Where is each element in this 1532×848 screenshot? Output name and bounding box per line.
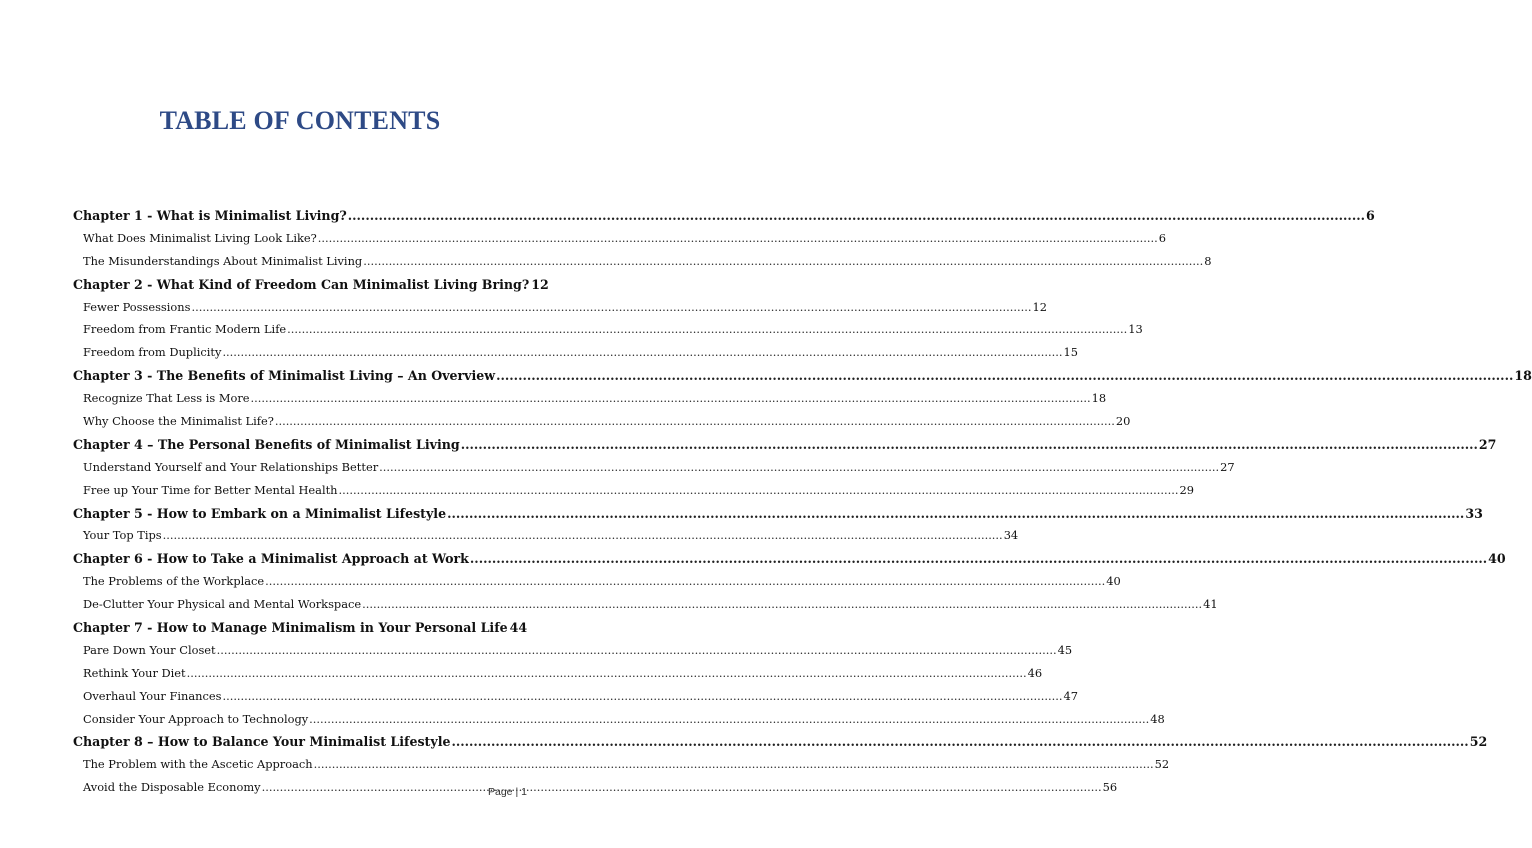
- toc-entry-title: Freedom from Duplicity: [83, 345, 222, 360]
- table-of-contents: [73, 208, 1532, 803]
- footer-separator: |: [515, 786, 519, 798]
- toc-section-entry[interactable]: [73, 414, 1131, 437]
- toc-entry-page-number: 18: [1514, 368, 1532, 384]
- toc-entry-page-number: 12: [1032, 299, 1047, 314]
- toc-section-entry[interactable]: [73, 757, 1170, 780]
- toc-section-entry[interactable]: [73, 780, 1118, 803]
- toc-section-entry[interactable]: [73, 253, 1212, 277]
- toc-entry-page-number: 47: [1063, 688, 1078, 703]
- toc-entry-page-number: 46: [1027, 665, 1043, 680]
- toc-entry-page-number: 45: [1057, 642, 1073, 657]
- footer-page-label: Page: [488, 786, 513, 798]
- toc-dot-leader: [348, 208, 1365, 223]
- toc-entry-title: Your Top Tips: [83, 528, 162, 543]
- toc-dot-leader: [339, 483, 1179, 497]
- toc-dot-leader: [318, 231, 1158, 245]
- toc-entry-page-number: 40: [1488, 551, 1506, 567]
- toc-dot-leader: [461, 437, 1478, 452]
- toc-dot-leader: [362, 597, 1202, 611]
- toc-chapter-entry[interactable]: [73, 620, 527, 643]
- toc-entry-title: Chapter 3 - The Benefits of Minimalist Living – An Overview: [73, 368, 496, 384]
- toc-chapter-entry[interactable]: [73, 505, 1483, 529]
- toc-entry-title: Avoid the Disposable Economy: [83, 780, 261, 795]
- toc-dot-leader: [363, 254, 1203, 268]
- toc-section-entry[interactable]: [73, 230, 1167, 254]
- toc-entry-title: Pare Down Your Closet: [83, 642, 216, 657]
- toc-section-entry[interactable]: [73, 665, 1043, 689]
- toc-entry-page-number: 8: [1204, 253, 1212, 268]
- toc-entry-page-number: 34: [1003, 528, 1019, 543]
- toc-dot-leader: [222, 345, 1062, 359]
- toc-dot-leader: [447, 506, 1464, 521]
- toc-entry-page-number: 15: [1063, 345, 1078, 360]
- toc-chapter-entry[interactable]: [73, 734, 1488, 757]
- page-title: TABLE OF CONTENTS: [159, 106, 441, 135]
- toc-section-entry[interactable]: [73, 597, 1218, 620]
- toc-entry-title: The Problem with the Ascetic Approach: [83, 757, 313, 772]
- toc-entry-title: Overhaul Your Finances: [83, 688, 222, 703]
- toc-entry-title: Chapter 8 – How to Balance Your Minimalist Lifestyle: [73, 734, 451, 750]
- toc-entry-page-number: 56: [1102, 780, 1118, 795]
- toc-section-entry[interactable]: [73, 345, 1078, 368]
- toc-dot-leader: [496, 368, 1513, 383]
- toc-entry-page-number: 12: [531, 276, 549, 292]
- toc-entry-title: Recognize That Less is More: [83, 391, 250, 406]
- toc-entry-title: Chapter 1 - What is Minimalist Living?: [73, 208, 347, 223]
- toc-chapter-entry[interactable]: [73, 551, 1506, 574]
- toc-dot-leader: [251, 391, 1091, 405]
- toc-dot-leader: [379, 460, 1219, 474]
- toc-section-entry[interactable]: [73, 642, 1073, 666]
- toc-dot-leader: [191, 300, 1031, 314]
- toc-entry-title: De-Clutter Your Physical and Mental Workspace: [83, 597, 362, 612]
- toc-entry-title: Chapter 2 - What Kind of Freedom Can Minimalist Living Bring?: [73, 276, 530, 292]
- toc-entry-title: Free up Your Time for Better Mental Health: [83, 482, 338, 497]
- toc-entry-title: Consider Your Approach to Technology: [83, 711, 309, 726]
- toc-entry-page-number: 41: [1203, 597, 1218, 612]
- toc-dot-leader: [262, 780, 1102, 794]
- toc-dot-leader: [275, 414, 1115, 428]
- toc-entry-page-number: 13: [1128, 322, 1143, 337]
- toc-entry-page-number: 44: [509, 620, 528, 636]
- toc-entry-title: Rethink Your Diet: [83, 665, 186, 680]
- toc-entry-title: The Misunderstandings About Minimalist Living: [83, 253, 363, 268]
- toc-entry-title: Why Choose the Minimalist Life?: [83, 414, 274, 429]
- toc-section-entry[interactable]: [73, 459, 1235, 483]
- footer-page-number: 1: [521, 786, 527, 798]
- toc-dot-leader: [470, 551, 1487, 566]
- toc-chapter-entry[interactable]: [73, 276, 549, 300]
- toc-entry-page-number: 27: [1220, 459, 1235, 474]
- toc-entry-title: Fewer Possessions: [83, 299, 191, 314]
- toc-entry-page-number: 6: [1158, 230, 1167, 245]
- toc-chapter-entry[interactable]: [73, 208, 1375, 231]
- toc-section-entry[interactable]: [73, 391, 1107, 414]
- toc-entry-title: Understand Yourself and Your Relationships Better: [83, 459, 379, 474]
- toc-entry-title: What Does Minimalist Living Look Like?: [83, 230, 317, 245]
- toc-section-entry[interactable]: [73, 482, 1195, 506]
- toc-dot-leader: [452, 734, 1469, 749]
- toc-section-entry[interactable]: [73, 574, 1121, 597]
- toc-entry-page-number: 27: [1478, 436, 1497, 452]
- toc-entry-title: Chapter 4 – The Personal Benefits of Minimalist Living: [73, 436, 460, 452]
- toc-dot-leader: [287, 322, 1127, 336]
- toc-entry-title: The Problems of the Workplace: [83, 574, 265, 589]
- toc-entry-title: Freedom from Frantic Modern Life: [83, 322, 287, 337]
- toc-dot-leader: [163, 528, 1003, 542]
- toc-section-entry[interactable]: [73, 299, 1047, 323]
- toc-dot-leader: [222, 689, 1062, 703]
- toc-entry-page-number: 29: [1179, 482, 1195, 497]
- toc-dot-leader: [217, 643, 1057, 657]
- toc-dot-leader: [314, 757, 1154, 771]
- toc-section-entry[interactable]: [73, 711, 1165, 735]
- toc-entry-page-number: 48: [1150, 711, 1165, 726]
- toc-entry-page-number: 52: [1469, 734, 1488, 750]
- toc-chapter-entry[interactable]: [73, 436, 1497, 460]
- toc-entry-title: Chapter 5 - How to Embark on a Minimalist Lifestyle: [73, 505, 447, 521]
- toc-entry-page-number: 33: [1465, 505, 1483, 521]
- toc-entry-page-number: 6: [1365, 208, 1375, 223]
- toc-section-entry[interactable]: [73, 528, 1019, 551]
- toc-dot-leader: [265, 574, 1105, 588]
- toc-entry-page-number: 20: [1115, 414, 1131, 429]
- toc-entry-page-number: 40: [1106, 574, 1121, 589]
- toc-section-entry[interactable]: [73, 322, 1143, 345]
- toc-entry-page-number: 18: [1091, 391, 1107, 406]
- toc-entry-page-number: 52: [1154, 757, 1170, 772]
- toc-entry-title: Chapter 7 - How to Manage Minimalism in Your Personal Life: [73, 620, 508, 636]
- page-footer: [488, 786, 527, 798]
- toc-dot-leader: [309, 712, 1149, 726]
- toc-entry-title: Chapter 6 - How to Take a Minimalist Approach at Work: [73, 551, 469, 567]
- toc-section-entry[interactable]: [73, 688, 1078, 712]
- toc-chapter-entry[interactable]: [73, 368, 1532, 391]
- toc-dot-leader: [187, 666, 1027, 680]
